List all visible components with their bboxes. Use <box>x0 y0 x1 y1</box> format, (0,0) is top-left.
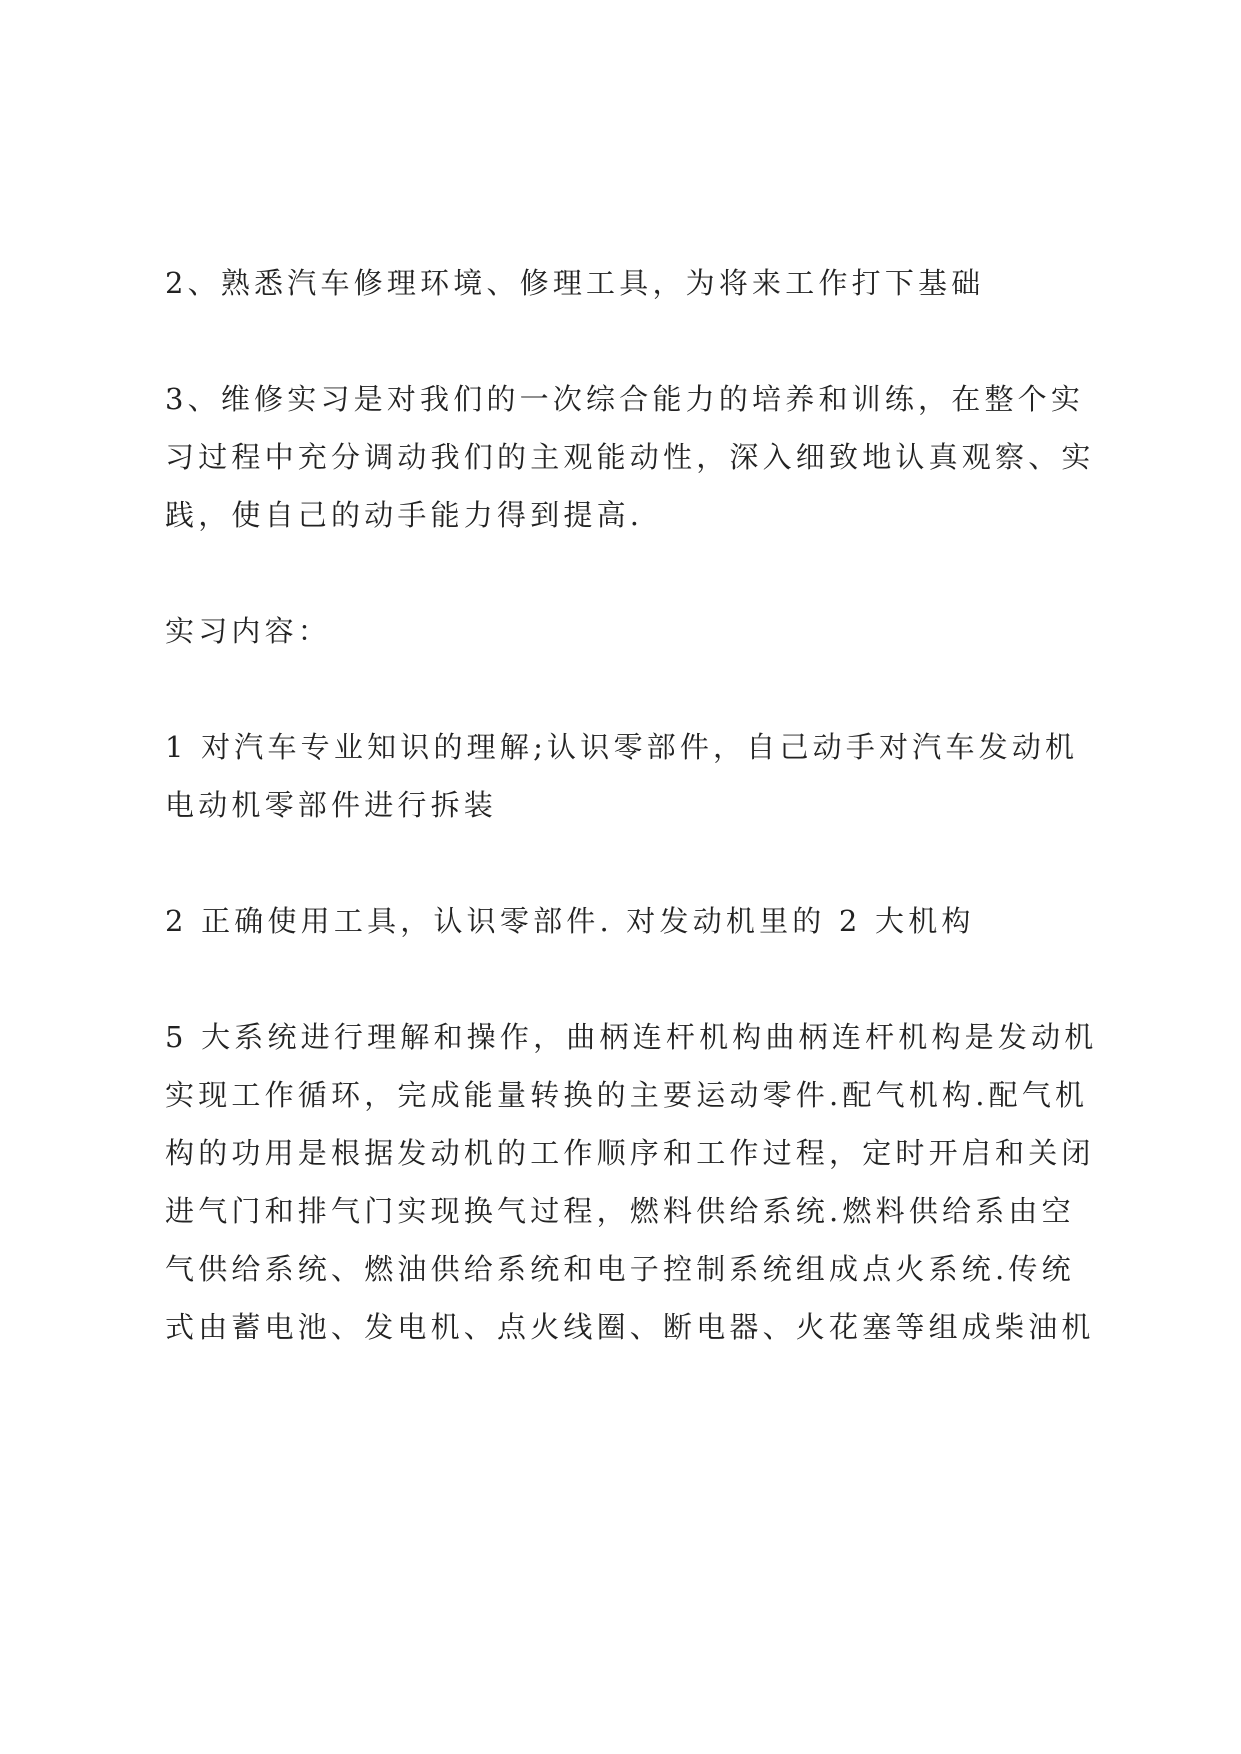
text-line: 5 大系统进行理解和操作，曲柄连杆机构曲柄连杆机构是发动机 <box>165 1020 1098 1054</box>
text-line: 1 对汽车专业知识的理解;认识零部件，自己动手对汽车发动机 <box>165 730 1079 764</box>
text-line: 践，使自己的动手能力得到提高. <box>165 498 644 532</box>
paragraph-content-1 <box>165 718 1095 834</box>
text-line: 3、维修实习是对我们的一次综合能力的培养和训练，在整个实 <box>165 382 1085 416</box>
paragraph-content-5 <box>165 1008 1098 1356</box>
text-line: 电动机零部件进行拆装 <box>165 788 498 822</box>
text-line: 2 正确使用工具，认识零部件. 对发动机里的 2 大机构 <box>165 904 975 938</box>
text-line: 习过程中充分调动我们的主观能动性，深入细致地认真观察、实 <box>165 440 1095 474</box>
text-line: 式由蓄电池、发电机、点火线圈、断电器、火花塞等组成柴油机 <box>165 1310 1095 1344</box>
text-line: 实习内容： <box>165 614 332 648</box>
paragraph-content-2 <box>165 892 1095 950</box>
section-heading <box>165 602 1095 660</box>
paragraph-goal-3 <box>165 370 1095 544</box>
text-line: 构的功用是根据发动机的工作顺序和工作过程，定时开启和关闭 <box>165 1136 1095 1170</box>
paragraph-goal-2 <box>165 254 1095 312</box>
text-line: 2、熟悉汽车修理环境、修理工具，为将来工作打下基础 <box>165 266 985 300</box>
text-line: 气供给系统、燃油供给系统和电子控制系统组成点火系统.传统 <box>165 1252 1075 1286</box>
text-line: 进气门和排气门实现换气过程，燃料供给系统.燃料供给系由空 <box>165 1194 1075 1228</box>
text-line: 实现工作循环，完成能量转换的主要运动零件.配气机构.配气机 <box>165 1078 1089 1112</box>
